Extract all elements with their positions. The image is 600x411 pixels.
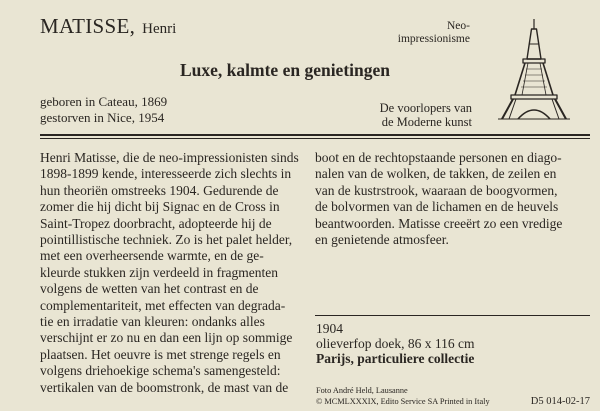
series-line: de Moderne kunst bbox=[381, 115, 472, 129]
lifespan bbox=[40, 94, 167, 126]
text-line: vertikalen van de boomstronk, de mast van de bbox=[40, 379, 289, 395]
artwork-title: Luxe, kalmte en genietingen bbox=[180, 60, 390, 80]
text-line: complementariteit, met effecten van degrada- bbox=[40, 297, 286, 313]
text-line: volgens driehoekige schema's samengesteld: bbox=[40, 363, 281, 379]
text-line: en genietende atmosfeer. bbox=[315, 232, 449, 248]
text-line: zomer die hij dicht bij Signac en de Cross in bbox=[40, 199, 280, 215]
movement-label bbox=[340, 20, 470, 46]
text-line: pointillistische techniek. Zo is het palet helder, bbox=[40, 232, 293, 248]
text-line: beantwoorden. Matisse creeërt zo een vredige bbox=[315, 215, 563, 231]
text-line: hun theoriën omstreeks 1904. Gedurende de bbox=[40, 182, 279, 198]
text-line: boot en de rechtopstaande personen en diago- bbox=[315, 150, 562, 165]
movement-line: Neo- bbox=[447, 20, 470, 32]
text-line: Henri Matisse, die de neo-impressionisten sinds bbox=[40, 150, 299, 165]
artist-name bbox=[40, 14, 176, 39]
header-divider bbox=[40, 138, 590, 139]
description-left-column bbox=[40, 150, 299, 396]
text-line: kleurde stukken zijn verdeeld in fragmenten bbox=[40, 264, 279, 280]
death-info: gestorven in Nice, 1954 bbox=[40, 110, 165, 125]
birth-info: geboren in Cateau, 1869 bbox=[40, 94, 168, 109]
artwork-year: 1904 bbox=[316, 321, 343, 336]
series-line: De voorlopers van bbox=[379, 101, 472, 115]
artwork-location: Parijs, particuliere collectie bbox=[316, 351, 475, 366]
info-divider bbox=[315, 315, 590, 316]
eiffel-tower-icon bbox=[478, 15, 590, 125]
text-line: plaatsen. Het oeuvre is met strenge regels en bbox=[40, 346, 281, 362]
text-line: de bolvormen van de lichamen en de heuvels bbox=[315, 199, 559, 215]
description-right-column bbox=[315, 150, 590, 248]
text-line: volgens de wetten van het contrast en de bbox=[40, 281, 259, 297]
text-line: tie en irradatie van kleuren: ondanks alles bbox=[40, 314, 265, 330]
artist-firstname: Henri bbox=[142, 21, 177, 37]
text-line: 1898-1899 kende, interesseerde zich slechts in bbox=[40, 166, 292, 182]
copyright: © MCMLXXXIX, Edito Service SA Printed in Italy bbox=[316, 397, 490, 406]
series-label bbox=[312, 101, 472, 129]
photo-credit: Foto André Held, Lausanne bbox=[316, 386, 408, 395]
artwork-technique: olieverfop doek, 86 x 116 cm bbox=[316, 336, 475, 351]
movement-line: impressionisme bbox=[397, 33, 470, 45]
text-line: van de kustrstrook, waaraan de boogvormen, bbox=[315, 182, 558, 198]
text-line: nalen van de wolken, de takken, de zeilen en bbox=[315, 166, 557, 182]
text-line: met een overheersende warmte, en de ge- bbox=[40, 248, 264, 264]
artist-surname: MATISSE, bbox=[40, 14, 136, 38]
header-divider bbox=[40, 134, 590, 136]
text-line: verschijnt er zo nu en dan een lijn op sommige bbox=[40, 330, 293, 346]
credits bbox=[316, 385, 490, 407]
text-line: Saint-Tropez doorbracht, adopteerde hij de bbox=[40, 215, 272, 231]
card-code: D5 014-02-17 bbox=[530, 396, 590, 407]
